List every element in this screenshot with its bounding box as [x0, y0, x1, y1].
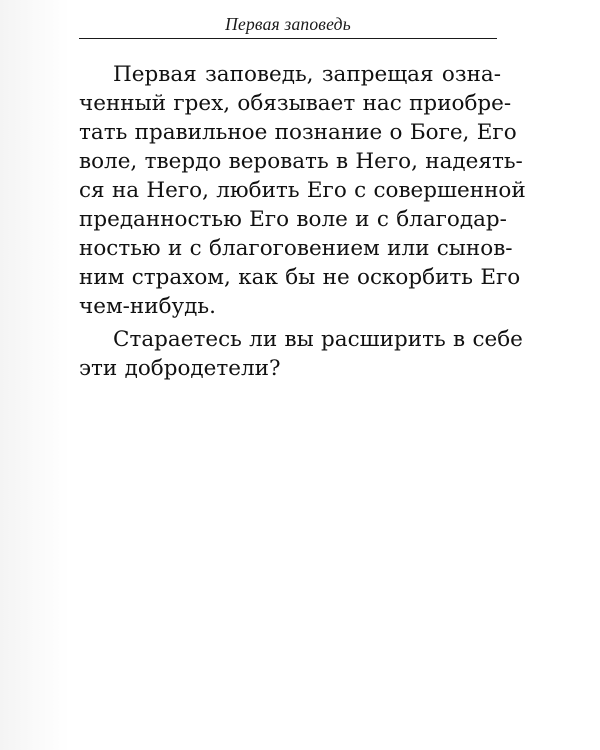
text-line: Стараетесь ли вы расширить в себе	[113, 327, 523, 352]
text-line: эти добродетели?	[79, 356, 281, 381]
text-line: чем-нибудь.	[79, 294, 216, 319]
running-head: Первая заповедь	[225, 14, 351, 34]
paragraph	[79, 60, 526, 321]
body-text	[79, 60, 526, 383]
header-rule	[79, 38, 497, 39]
text-line: ним страхом, как бы не оскорбить Его	[79, 265, 521, 290]
text-line: воле, твердо веровать в Него, надеять-	[79, 149, 523, 174]
text-line: Первая заповедь, запрещая озна-	[113, 62, 501, 87]
text-line: ся на Него, любить Его с совершенной	[79, 178, 526, 203]
text-line: преданностью Его воле и с благодар-	[79, 207, 507, 232]
text-line: ностью и с благоговением или сынов-	[79, 236, 513, 261]
text-line: ченный грех, обязывает нас приобре-	[79, 91, 512, 116]
text-line: тать правильное познание о Боге, Его	[79, 120, 517, 145]
page-edge-shadow	[0, 0, 70, 750]
paragraph	[79, 325, 523, 383]
